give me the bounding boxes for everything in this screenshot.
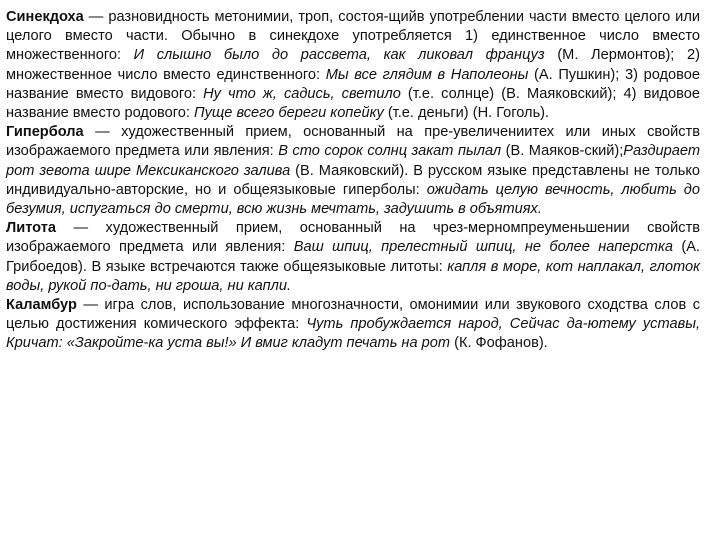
example-quote: И слышно было до рассвета, как ликовал француз (133, 47, 545, 64)
example-quote: Чуть пробуждается народ, Сейчас да-ютему уставы, Кричат: «Закройте-ка уста вы!» И вмиг кладут печать на рот (6, 316, 700, 352)
paragraph-synecdoche (6, 8, 700, 123)
paragraph-text: — художественный прием, основанный на пре-увеличениитех или иных свойств изображаемого предмета или явления: (6, 124, 700, 160)
paragraph-text: (В. Маяковский). В русском языке представлены не только индивидуально-авторские, но и общеязыковые гиперболы: (6, 162, 700, 198)
paragraph-hyperbole (6, 123, 700, 219)
example-quote: Мы все глядим в Наполеоны (325, 66, 529, 83)
paragraph-text: (В. Маяков-ский); (501, 143, 624, 160)
term-heading: Каламбур (6, 297, 77, 314)
document-page (6, 8, 700, 354)
example-quote: ожидать целую вечность, любить до безумия, испугаться до смерти, всю жизнь мечтать, задушить в объятиях. (6, 181, 700, 218)
paragraph-litotes (6, 219, 700, 296)
paragraph-pun (6, 296, 700, 354)
paragraph-text: — игра слов, использование многозначности, омонимии или звукового сходства слов с целью достижения комического эффекта: (6, 297, 700, 333)
paragraph-text: (т.е. деньги) (Н. Гоголь). (383, 105, 550, 122)
term-heading: Литота (6, 220, 56, 237)
paragraph-text: (А. Грибоедов). В языке встречаются также общеязыковые литоты: (6, 239, 700, 275)
paragraph-text: (М. Лермонтов); 2) множественное число вместо единственного: (6, 47, 700, 83)
example-quote: Раздирает рот зевота шире Мексиканского залива (6, 143, 700, 179)
paragraph-text: — художественный прием, основанный на чрез-мерномпреуменьшении свойств изображаемого предмета или явления: (6, 220, 700, 256)
term-heading: Синекдоха (6, 9, 84, 25)
paragraph-text: (К. Фофанов). (450, 335, 548, 352)
example-quote: В сто сорок солнц закат пылал (278, 143, 502, 160)
paragraph-text: (т.е. солнце) (В. Маяковский); 4) видовое название вместо родового: (6, 85, 700, 122)
paragraph-text: (А. Пушкин); 3) родовое название вместо видового: (6, 66, 700, 102)
example-quote: Ваш шпиц, прелестный шпиц, не более наперстка (293, 239, 673, 256)
example-quote: Ну что ж, садись, светило (203, 85, 401, 102)
example-quote: Пуще всего береги копейку (194, 105, 384, 122)
paragraph-text: — разновидность метонимии, троп, состоя-щийв употреблении части вместо целого или целого вместо части. Обычно в синекдохе употребляется 1) единственное число вместо множественного: (6, 9, 700, 64)
term-heading: Гипербола (6, 124, 84, 141)
example-quote: капля в море, кот наплакал, глоток воды, рукой по-дать, ни гроша, ни капли. (6, 258, 701, 294)
